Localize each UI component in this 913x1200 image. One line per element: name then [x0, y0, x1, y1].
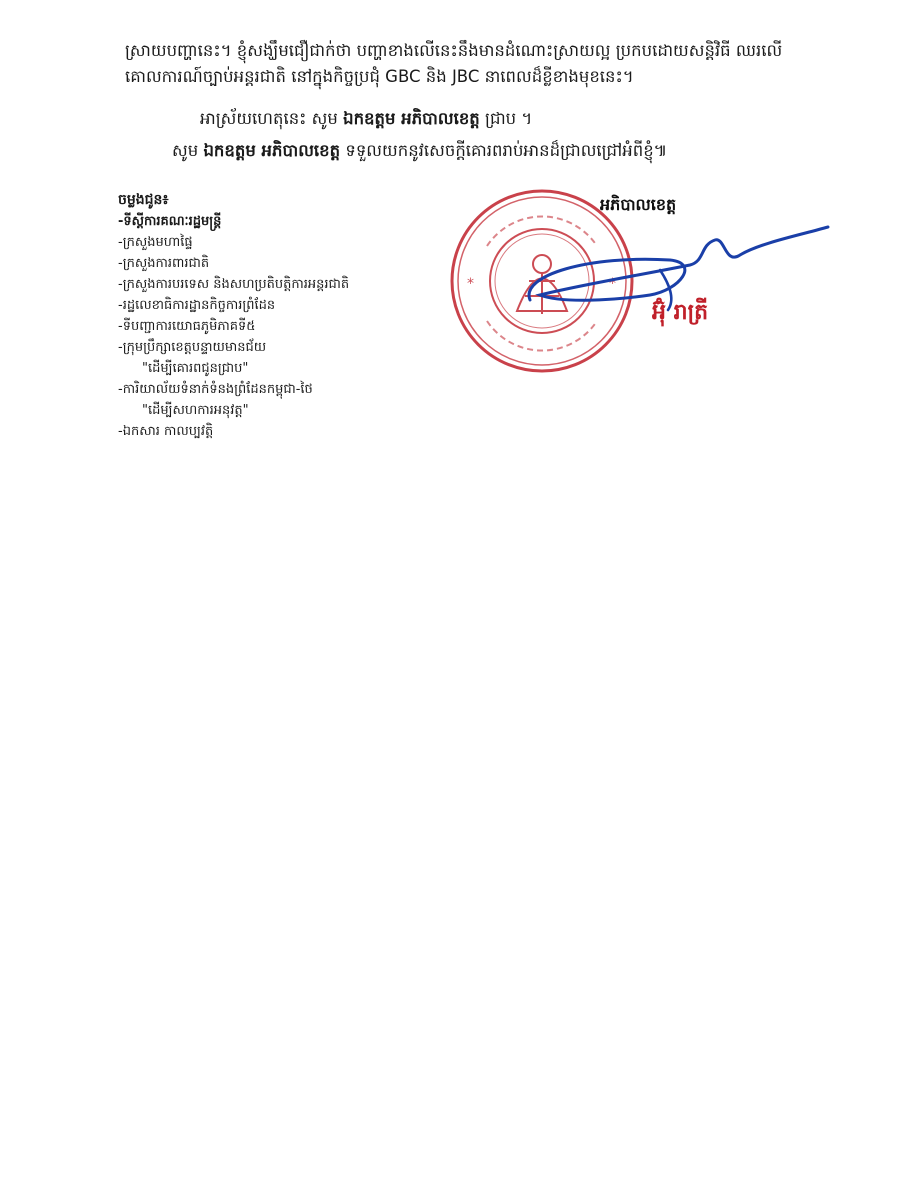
- body-paragraph-2: [200, 106, 840, 132]
- cc-item: -ទីបញ្ជាការយោធភូមិភាគទី៥: [118, 319, 256, 334]
- cc-item: -រដ្ឋលេខាធិការដ្ឋានកិច្ចការព្រំដែន: [118, 298, 276, 313]
- svg-text:*: *: [609, 276, 616, 292]
- cc-item: -ក្រសួងមហាផ្ទៃ: [118, 235, 193, 250]
- body-paragraph-1: ស្រាយបញ្ហានេះ។ ខ្ញុំសង្ឃឹមជឿជាក់ថា បញ្ហាខាងលើនេះនឹងមានដំណោះស្រាយល្អ ប្រកបដោយសន្តិវិធី ឈរលើគោលការណ៍ច្បាប់អន្តរជាតិ នៅក្នុងកិច្ចប្រជុំ GBC និង JBC នាពេលដ៏ខ្លីខាងមុខនេះ។: [125, 41, 783, 86]
- signatory-name: អ៊ុំ រាត្រី: [652, 300, 709, 325]
- para3-suffix: ទទួលយកនូវសេចក្ដីគោរពរាប់អានដ៏ជ្រាលជ្រៅអំពីខ្ញុំ៕: [345, 141, 668, 160]
- para3-addressee: ឯកឧត្ដម អភិបាលខេត្ត: [203, 141, 341, 160]
- signatory-title: អភិបាលខេត្ត: [600, 195, 677, 214]
- cc-item: "ដើម្បីគោរពជូនជ្រាប": [142, 361, 249, 376]
- cc-item: -ក្រសួងការពារជាតិ: [118, 256, 210, 271]
- para2-suffix: ជ្រាប ។: [485, 109, 533, 128]
- cc-heading: ចម្លងជូន៖: [118, 192, 169, 208]
- cc-item: -ទីស្ដីការគណៈរដ្ឋមន្ត្រី: [118, 214, 222, 229]
- cc-item: -ការិយាល័យទំនាក់ទំនងព្រំដែនកម្ពុជា-ថៃ: [118, 382, 313, 397]
- cc-item: "ដើម្បីសហការអនុវត្ត": [142, 403, 249, 418]
- para2-addressee: ឯកឧត្ដម អភិបាលខេត្ត: [343, 109, 480, 128]
- cc-item: -ក្រសួងការបរទេស និងសហប្រតិបត្តិការអន្តរជាតិ: [118, 277, 350, 292]
- para2-prefix: អាស្រ័យហេតុនេះ សូម: [200, 109, 338, 128]
- para3-prefix: សូម: [172, 141, 199, 160]
- cc-item: -ក្រុមប្រឹក្សាខេត្តបន្ទាយមានជ័យ: [118, 340, 267, 355]
- body-paragraph-3: [172, 138, 852, 164]
- cc-item: -ឯកសារ កាលប្បវត្តិ: [118, 424, 214, 439]
- svg-text:*: *: [467, 276, 474, 292]
